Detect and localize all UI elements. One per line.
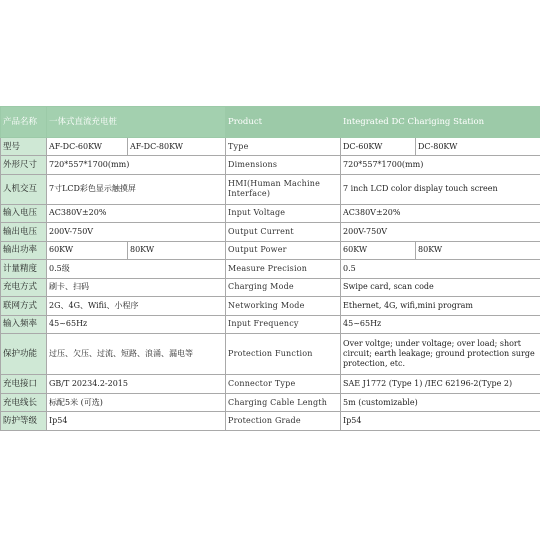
table-row — [1, 297, 540, 316]
header-cn-value: 一体式直流充电桩 — [47, 107, 226, 138]
spec-table — [0, 106, 540, 431]
table-row — [1, 156, 540, 175]
row-cn-value: 过压、欠压、过流、短路、浪涌、漏电等 — [47, 334, 226, 375]
row-cn-label: 防护等级 — [1, 412, 47, 431]
table-row — [1, 241, 540, 260]
table-row — [1, 315, 540, 334]
row-cn-label: 充电线长 — [1, 393, 47, 412]
row-en-value: Swipe card, scan code — [341, 278, 540, 297]
row-cn-label: 输出功率 — [1, 241, 47, 260]
row-cn-value: 7寸LCD彩色显示触摸屏 — [47, 174, 226, 204]
row-cn-label: 充电接口 — [1, 375, 47, 394]
table-row — [1, 375, 540, 394]
row-en-label: HMI(Human Machine Interface) — [226, 174, 341, 204]
row-cn-label: 计量精度 — [1, 260, 47, 279]
row-en-label: Networking Mode — [226, 297, 341, 316]
row-en-label: Input Voltage — [226, 204, 341, 223]
row-cn-value: AF-DC-60KW — [47, 137, 128, 156]
row-en-value: 45~65Hz — [341, 315, 540, 334]
row-en-value: SAE J1772 (Type 1) /IEC 62196-2(Type 2) — [341, 375, 540, 394]
row-cn-label: 输入频率 — [1, 315, 47, 334]
table-row — [1, 223, 540, 242]
row-cn-value: 200V-750V — [47, 223, 226, 242]
row-en-value: Over voltge; under voltage; over load; short circuit; earth leakage; ground protection surge protection, etc. — [341, 334, 540, 375]
row-cn-value: AC380V±20% — [47, 204, 226, 223]
row-cn-value: Ip54 — [47, 412, 226, 431]
row-cn-label: 型号 — [1, 137, 47, 156]
row-en-value: DC-60KW — [341, 137, 416, 156]
row-cn-value: 720*557*1700(mm) — [47, 156, 226, 175]
row-cn-label: 外形尺寸 — [1, 156, 47, 175]
table-row — [1, 278, 540, 297]
row-cn-value: 2G、4G、Wifii、小程序 — [47, 297, 226, 316]
row-cn-value: 45~65Hz — [47, 315, 226, 334]
row-cn-value-2: AF-DC-80KW — [128, 137, 226, 156]
row-en-label: Connector Type — [226, 375, 341, 394]
header-en-value: Integrated DC Chariging Station — [341, 107, 540, 138]
table-row — [1, 334, 540, 375]
row-cn-value: GB/T 20234.2-2015 — [47, 375, 226, 394]
table-row — [1, 260, 540, 279]
row-en-label: Charging Cable Length — [226, 393, 341, 412]
row-en-label: Input Frequency — [226, 315, 341, 334]
row-cn-label: 充电方式 — [1, 278, 47, 297]
row-en-label: Output Current — [226, 223, 341, 242]
row-en-value: AC380V±20% — [341, 204, 540, 223]
row-en-value: 60KW — [341, 241, 416, 260]
row-en-value: 200V-750V — [341, 223, 540, 242]
table-row — [1, 204, 540, 223]
table-row — [1, 412, 540, 431]
row-en-label: Output Power — [226, 241, 341, 260]
row-en-value: Ip54 — [341, 412, 540, 431]
header-row — [1, 107, 540, 138]
row-en-label: Measure Precision — [226, 260, 341, 279]
row-en-label: Protection Grade — [226, 412, 341, 431]
row-cn-value-2: 80KW — [128, 241, 226, 260]
header-en-label: Product — [226, 107, 341, 138]
row-en-value: 5m (customizable) — [341, 393, 540, 412]
row-en-value: 0.5 — [341, 260, 540, 279]
row-cn-value: 刷卡、扫码 — [47, 278, 226, 297]
table-row — [1, 137, 540, 156]
row-en-label: Charging Mode — [226, 278, 341, 297]
table-row — [1, 393, 540, 412]
row-en-value: 720*557*1700(mm) — [341, 156, 540, 175]
row-cn-label: 输出电压 — [1, 223, 47, 242]
row-en-value-2: 80KW — [416, 241, 540, 260]
row-cn-value: 0.5级 — [47, 260, 226, 279]
row-en-value: Ethernet, 4G, wifi,mini program — [341, 297, 540, 316]
row-en-label: Dimensions — [226, 156, 341, 175]
row-cn-value: 60KW — [47, 241, 128, 260]
row-en-label: Protection Function — [226, 334, 341, 375]
header-cn-label: 产品名称 — [1, 107, 47, 138]
row-cn-label: 人机交互 — [1, 174, 47, 204]
row-cn-value: 标配5米 (可选) — [47, 393, 226, 412]
row-en-value: 7 inch LCD color display touch screen — [341, 174, 540, 204]
row-en-label: Type — [226, 137, 341, 156]
table-row — [1, 174, 540, 204]
row-en-value-2: DC-80KW — [416, 137, 540, 156]
row-cn-label: 输入电压 — [1, 204, 47, 223]
row-cn-label: 联网方式 — [1, 297, 47, 316]
row-cn-label: 保护功能 — [1, 334, 47, 375]
